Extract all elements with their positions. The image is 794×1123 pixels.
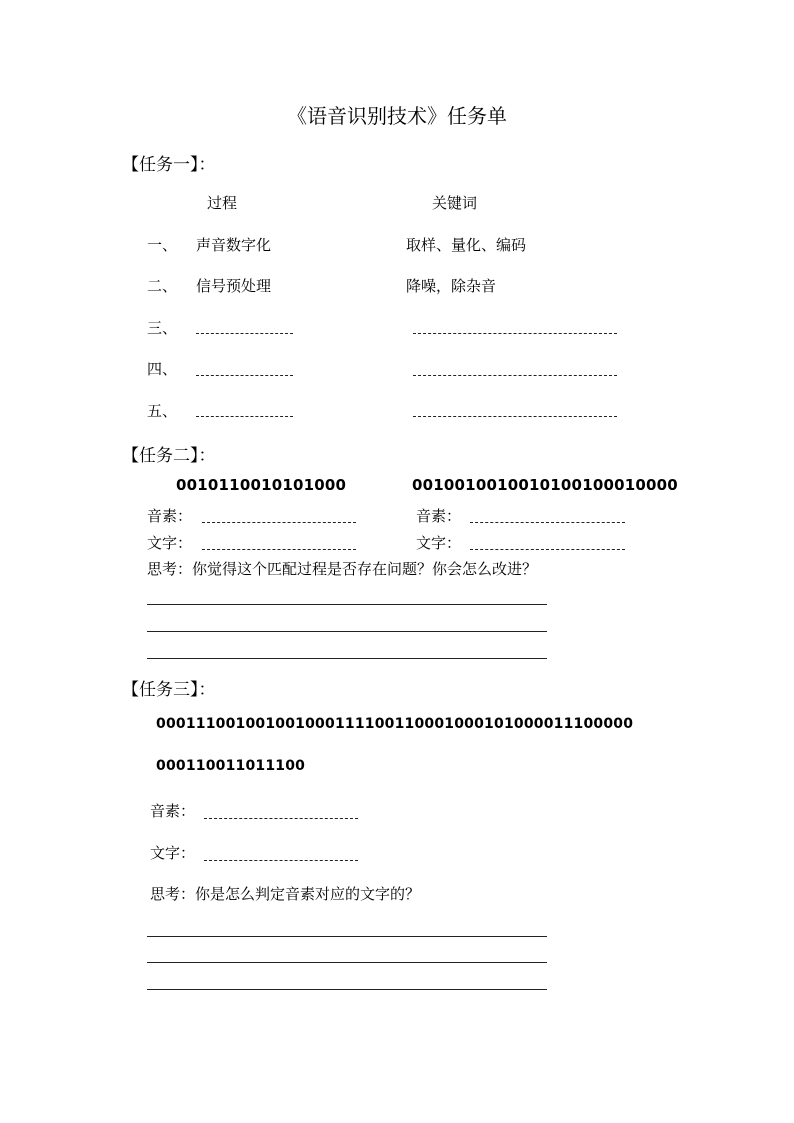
task3-binary-line2: 000110011011100: [156, 758, 306, 774]
task1-row2-keywords: 降噪，除杂音: [406, 277, 497, 295]
task1-row3-keywords-blank[interactable]: [413, 333, 617, 334]
task3-text-label: 文字：: [150, 844, 196, 862]
task3-text-blank[interactable]: [204, 860, 358, 861]
task1-row3-process-blank[interactable]: [196, 333, 293, 334]
task2-text-label-left: 文字：: [147, 534, 193, 552]
task2-answer-line-3[interactable]: [147, 658, 547, 659]
task3-think-question: 思考：你是怎么判定音素对应的文字的？: [150, 885, 421, 903]
task3-answer-line-2[interactable]: [147, 962, 547, 963]
task1-row1-process: 声音数字化: [196, 236, 272, 254]
task2-answer-line-1[interactable]: [147, 604, 547, 605]
task1-row2-process: 信号预处理: [196, 277, 272, 295]
task1-row4-keywords-blank[interactable]: [413, 375, 617, 376]
task2-phoneme-label-left: 音素：: [147, 507, 193, 525]
task1-row4-process-blank[interactable]: [196, 375, 293, 376]
task2-heading: 【任务二】：: [122, 446, 216, 466]
task3-answer-line-1[interactable]: [147, 936, 547, 937]
task3-phoneme-label: 音素：: [150, 802, 196, 820]
task2-text-label-right: 文字：: [416, 534, 462, 552]
task2-phoneme-blank-left[interactable]: [202, 522, 356, 523]
task2-binary-left: 0010110010101000: [176, 476, 347, 494]
task2-think-question: 思考：你觉得这个匹配过程是否存在问题？你会怎么改进？: [147, 560, 538, 578]
task1-row5-num: 五、: [147, 402, 178, 420]
task1-col-process: 过程: [207, 194, 238, 212]
task3-binary-line1: 000111001001001000111100110001000101000011100000: [156, 716, 634, 732]
page-title: 《语音识别技术》任务单: [287, 104, 507, 128]
task3-heading: 【任务三】：: [122, 680, 216, 700]
task2-answer-line-2[interactable]: [147, 631, 547, 632]
task1-row5-keywords-blank[interactable]: [413, 416, 617, 417]
task3-answer-line-3[interactable]: [147, 989, 547, 990]
task2-text-blank-right[interactable]: [470, 549, 625, 550]
task3-phoneme-blank[interactable]: [204, 818, 358, 819]
task1-row4-num: 四、: [147, 360, 178, 378]
task1-heading: 【任务一】：: [122, 155, 216, 175]
task1-row5-process-blank[interactable]: [196, 416, 293, 417]
task1-row3-num: 三、: [147, 319, 178, 337]
task2-text-blank-left[interactable]: [202, 549, 356, 550]
task2-phoneme-label-right: 音素：: [416, 507, 462, 525]
task1-row1-keywords: 取样、量化、编码: [406, 236, 527, 254]
task2-binary-right: 0010010010010100100010000: [412, 476, 678, 494]
task1-row2-num: 二、: [147, 277, 178, 295]
task1-row1-num: 一、: [147, 236, 178, 254]
task1-col-keywords: 关键词: [432, 194, 478, 212]
task2-phoneme-blank-right[interactable]: [470, 522, 625, 523]
